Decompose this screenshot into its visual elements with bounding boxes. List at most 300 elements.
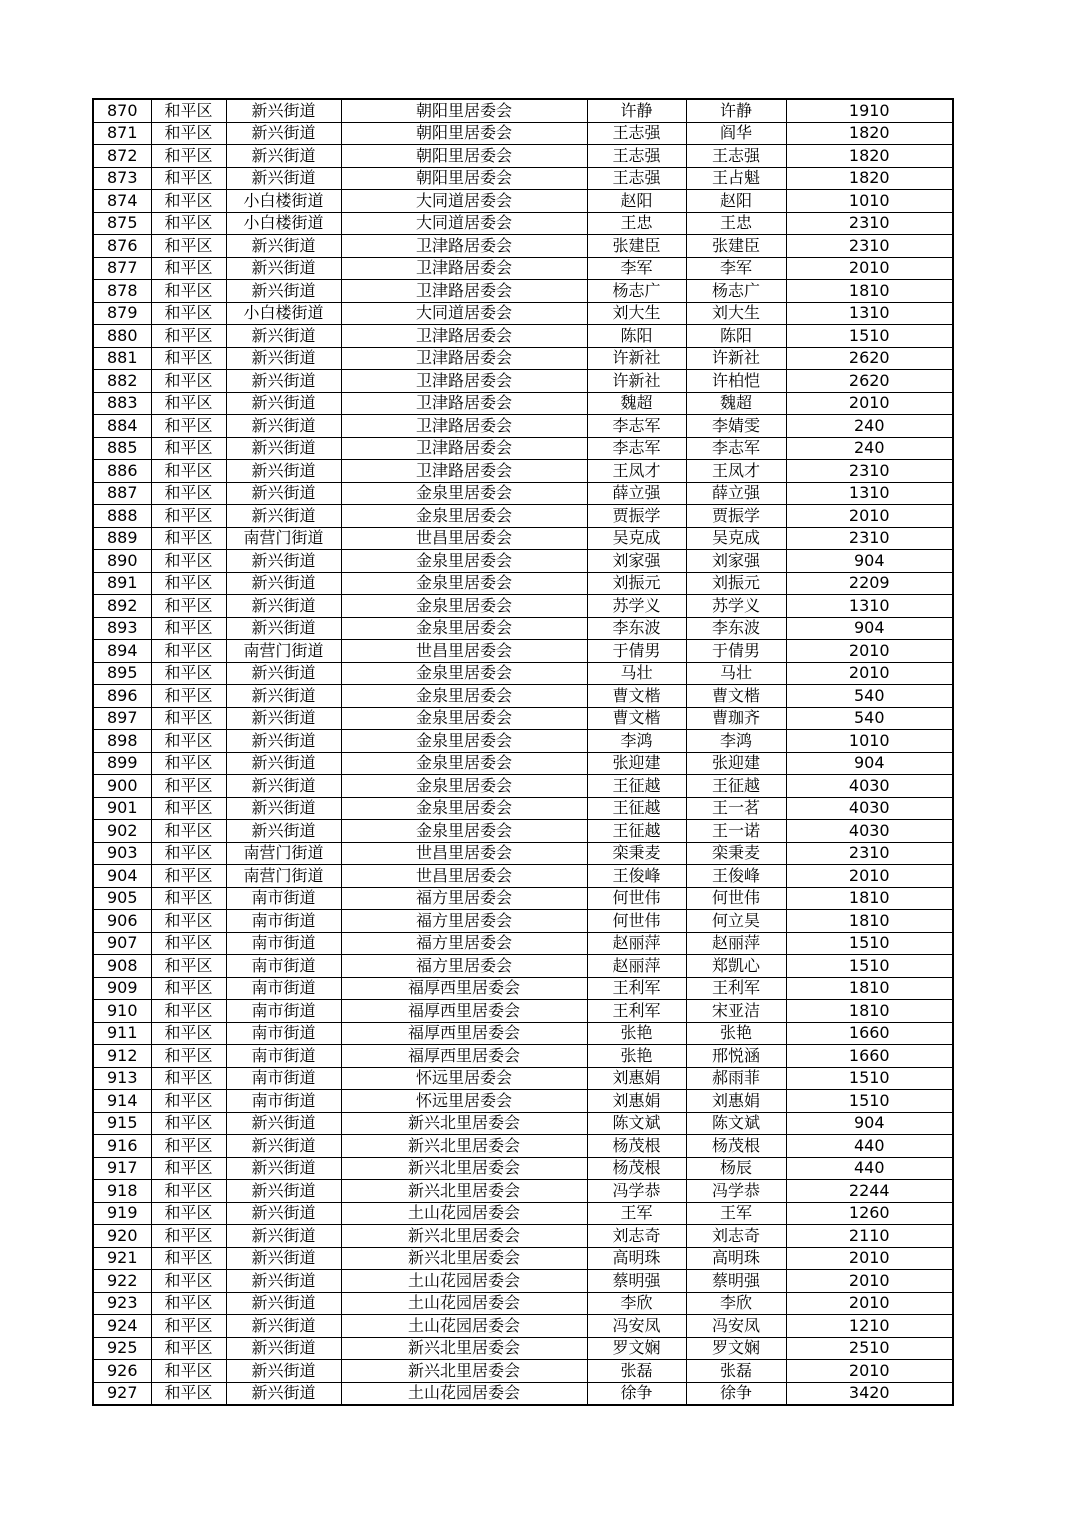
district-cell: 和平区	[151, 820, 226, 843]
committee-cell: 卫津路居委会	[341, 370, 587, 393]
row-number-cell: 877	[93, 257, 151, 280]
committee-cell: 福方里居委会	[341, 887, 587, 910]
applicant-cell: 何世伟	[587, 910, 686, 933]
amount-cell: 2010	[786, 1360, 953, 1383]
committee-cell: 大同道居委会	[341, 212, 587, 235]
row-number-cell: 888	[93, 505, 151, 528]
applicant-cell: 赵丽萍	[587, 932, 686, 955]
district-cell: 和平区	[151, 1180, 226, 1203]
table-row	[93, 1247, 953, 1270]
district-cell: 和平区	[151, 1360, 226, 1383]
district-cell: 和平区	[151, 99, 226, 122]
district-cell: 和平区	[151, 617, 226, 640]
member-cell: 王志强	[686, 145, 786, 168]
committee-cell: 金泉里居委会	[341, 482, 587, 505]
applicant-cell: 冯学恭	[587, 1180, 686, 1203]
district-cell: 和平区	[151, 977, 226, 1000]
row-number-cell: 885	[93, 437, 151, 460]
district-cell: 和平区	[151, 842, 226, 865]
district-cell: 和平区	[151, 145, 226, 168]
street-cell: 南市街道	[226, 1045, 341, 1068]
district-cell: 和平区	[151, 865, 226, 888]
committee-cell: 新兴北里居委会	[341, 1337, 587, 1360]
row-number-cell: 875	[93, 212, 151, 235]
street-cell: 小白楼街道	[226, 302, 341, 325]
row-number-cell: 891	[93, 572, 151, 595]
row-number-cell: 871	[93, 122, 151, 145]
committee-cell: 卫津路居委会	[341, 325, 587, 348]
member-cell: 王占魁	[686, 167, 786, 190]
applicant-cell: 李鸿	[587, 730, 686, 753]
street-cell: 新兴街道	[226, 460, 341, 483]
member-cell: 李鸿	[686, 730, 786, 753]
applicant-cell: 魏超	[587, 392, 686, 415]
committee-cell: 土山花园居委会	[341, 1202, 587, 1225]
member-cell: 杨茂根	[686, 1135, 786, 1158]
committee-cell: 金泉里居委会	[341, 820, 587, 843]
street-cell: 新兴街道	[226, 662, 341, 685]
committee-cell: 大同道居委会	[341, 190, 587, 213]
row-number-cell: 927	[93, 1382, 151, 1405]
district-cell: 和平区	[151, 122, 226, 145]
committee-cell: 卫津路居委会	[341, 257, 587, 280]
amount-cell: 1310	[786, 482, 953, 505]
street-cell: 新兴街道	[226, 685, 341, 708]
row-number-cell: 915	[93, 1112, 151, 1135]
district-cell: 和平区	[151, 707, 226, 730]
table-row	[93, 257, 953, 280]
row-number-cell: 904	[93, 865, 151, 888]
street-cell: 新兴街道	[226, 505, 341, 528]
amount-cell: 1820	[786, 122, 953, 145]
district-cell: 和平区	[151, 775, 226, 798]
table-row	[93, 460, 953, 483]
row-number-cell: 911	[93, 1022, 151, 1045]
row-number-cell: 912	[93, 1045, 151, 1068]
member-cell: 李军	[686, 257, 786, 280]
committee-cell: 卫津路居委会	[341, 460, 587, 483]
committee-cell: 金泉里居委会	[341, 572, 587, 595]
applicant-cell: 杨志广	[587, 280, 686, 303]
district-cell: 和平区	[151, 302, 226, 325]
row-number-cell: 886	[93, 460, 151, 483]
row-number-cell: 894	[93, 640, 151, 663]
table-row	[93, 505, 953, 528]
amount-cell: 1210	[786, 1315, 953, 1338]
amount-cell: 2010	[786, 1292, 953, 1315]
amount-cell: 2620	[786, 347, 953, 370]
table-row	[93, 865, 953, 888]
district-cell: 和平区	[151, 1337, 226, 1360]
street-cell: 南市街道	[226, 955, 341, 978]
member-cell: 贾振学	[686, 505, 786, 528]
applicant-cell: 李欣	[587, 1292, 686, 1315]
district-cell: 和平区	[151, 662, 226, 685]
table-row	[93, 617, 953, 640]
street-cell: 新兴街道	[226, 617, 341, 640]
street-cell: 新兴街道	[226, 257, 341, 280]
street-cell: 新兴街道	[226, 347, 341, 370]
applicant-cell: 赵丽萍	[587, 955, 686, 978]
table-row	[93, 392, 953, 415]
applicant-cell: 王志强	[587, 122, 686, 145]
amount-cell: 1310	[786, 302, 953, 325]
member-cell: 李欣	[686, 1292, 786, 1315]
district-cell: 和平区	[151, 167, 226, 190]
committee-cell: 金泉里居委会	[341, 505, 587, 528]
table-row	[93, 1022, 953, 1045]
applicant-cell: 徐争	[587, 1382, 686, 1405]
member-cell: 张艳	[686, 1022, 786, 1045]
member-cell: 赵丽萍	[686, 932, 786, 955]
applicant-cell: 王征越	[587, 820, 686, 843]
row-number-cell: 924	[93, 1315, 151, 1338]
table-row	[93, 1270, 953, 1293]
table-row	[93, 1292, 953, 1315]
district-cell: 和平区	[151, 1067, 226, 1090]
applicant-cell: 刘家强	[587, 550, 686, 573]
amount-cell: 1820	[786, 145, 953, 168]
amount-cell: 2010	[786, 640, 953, 663]
row-number-cell: 892	[93, 595, 151, 618]
amount-cell: 2310	[786, 527, 953, 550]
member-cell: 刘家强	[686, 550, 786, 573]
applicant-cell: 曹文楷	[587, 707, 686, 730]
table-row	[93, 550, 953, 573]
district-cell: 和平区	[151, 1157, 226, 1180]
street-cell: 南市街道	[226, 1067, 341, 1090]
committee-cell: 怀远里居委会	[341, 1067, 587, 1090]
member-cell: 冯安凤	[686, 1315, 786, 1338]
member-cell: 张建臣	[686, 235, 786, 258]
member-cell: 陈文斌	[686, 1112, 786, 1135]
amount-cell: 3420	[786, 1382, 953, 1405]
member-cell: 刘惠娟	[686, 1090, 786, 1113]
district-cell: 和平区	[151, 550, 226, 573]
committee-cell: 新兴北里居委会	[341, 1247, 587, 1270]
member-cell: 陈阳	[686, 325, 786, 348]
street-cell: 新兴街道	[226, 1135, 341, 1158]
street-cell: 新兴街道	[226, 99, 341, 122]
amount-cell: 540	[786, 685, 953, 708]
committee-cell: 怀远里居委会	[341, 1090, 587, 1113]
district-cell: 和平区	[151, 595, 226, 618]
district-cell: 和平区	[151, 325, 226, 348]
amount-cell: 440	[786, 1157, 953, 1180]
table-row	[93, 1360, 953, 1383]
member-cell: 张迎建	[686, 752, 786, 775]
member-cell: 王一茗	[686, 797, 786, 820]
street-cell: 新兴街道	[226, 1202, 341, 1225]
table-row	[93, 685, 953, 708]
applicant-cell: 张磊	[587, 1360, 686, 1383]
committee-cell: 朝阳里居委会	[341, 99, 587, 122]
row-number-cell: 923	[93, 1292, 151, 1315]
amount-cell: 2010	[786, 257, 953, 280]
amount-cell: 4030	[786, 797, 953, 820]
committee-cell: 世昌里居委会	[341, 865, 587, 888]
district-cell: 和平区	[151, 1382, 226, 1405]
member-cell: 罗文娴	[686, 1337, 786, 1360]
applicant-cell: 张艳	[587, 1045, 686, 1068]
applicant-cell: 王征越	[587, 775, 686, 798]
street-cell: 新兴街道	[226, 437, 341, 460]
member-cell: 吴克成	[686, 527, 786, 550]
committee-cell: 福厚西里居委会	[341, 1000, 587, 1023]
committee-cell: 金泉里居委会	[341, 662, 587, 685]
committee-cell: 土山花园居委会	[341, 1315, 587, 1338]
table-row	[93, 1045, 953, 1068]
street-cell: 南营门街道	[226, 842, 341, 865]
member-cell: 王一诺	[686, 820, 786, 843]
amount-cell: 1810	[786, 977, 953, 1000]
committee-cell: 金泉里居委会	[341, 685, 587, 708]
member-cell: 邢悦涵	[686, 1045, 786, 1068]
table-row	[93, 775, 953, 798]
applicant-cell: 王志强	[587, 167, 686, 190]
committee-cell: 福方里居委会	[341, 955, 587, 978]
row-number-cell: 901	[93, 797, 151, 820]
table-row	[93, 595, 953, 618]
street-cell: 新兴街道	[226, 1382, 341, 1405]
member-cell: 何世伟	[686, 887, 786, 910]
amount-cell: 2310	[786, 842, 953, 865]
committee-cell: 土山花园居委会	[341, 1292, 587, 1315]
amount-cell: 240	[786, 415, 953, 438]
row-number-cell: 902	[93, 820, 151, 843]
applicant-cell: 许新社	[587, 370, 686, 393]
applicant-cell: 李志军	[587, 415, 686, 438]
district-cell: 和平区	[151, 640, 226, 663]
applicant-cell: 贾振学	[587, 505, 686, 528]
committee-cell: 福厚西里居委会	[341, 1022, 587, 1045]
district-cell: 和平区	[151, 235, 226, 258]
amount-cell: 1810	[786, 280, 953, 303]
amount-cell: 4030	[786, 775, 953, 798]
row-number-cell: 880	[93, 325, 151, 348]
committee-cell: 卫津路居委会	[341, 392, 587, 415]
row-number-cell: 925	[93, 1337, 151, 1360]
row-number-cell: 926	[93, 1360, 151, 1383]
row-number-cell: 913	[93, 1067, 151, 1090]
row-number-cell: 895	[93, 662, 151, 685]
member-cell: 李婧雯	[686, 415, 786, 438]
applicant-cell: 赵阳	[587, 190, 686, 213]
amount-cell: 2310	[786, 460, 953, 483]
amount-cell: 1660	[786, 1022, 953, 1045]
street-cell: 新兴街道	[226, 820, 341, 843]
row-number-cell: 898	[93, 730, 151, 753]
member-cell: 刘振元	[686, 572, 786, 595]
row-number-cell: 870	[93, 99, 151, 122]
amount-cell: 2010	[786, 1247, 953, 1270]
applicant-cell: 陈阳	[587, 325, 686, 348]
committee-cell: 新兴北里居委会	[341, 1360, 587, 1383]
applicant-cell: 许静	[587, 99, 686, 122]
amount-cell: 240	[786, 437, 953, 460]
street-cell: 南市街道	[226, 977, 341, 1000]
table-row	[93, 1157, 953, 1180]
applicant-cell: 罗文娴	[587, 1337, 686, 1360]
applicant-cell: 李军	[587, 257, 686, 280]
committee-cell: 世昌里居委会	[341, 640, 587, 663]
applicant-cell: 高明珠	[587, 1247, 686, 1270]
committee-cell: 大同道居委会	[341, 302, 587, 325]
committee-cell: 福厚西里居委会	[341, 1045, 587, 1068]
row-number-cell: 897	[93, 707, 151, 730]
district-cell: 和平区	[151, 955, 226, 978]
committee-cell: 新兴北里居委会	[341, 1112, 587, 1135]
applicant-cell: 何世伟	[587, 887, 686, 910]
member-cell: 蔡明强	[686, 1270, 786, 1293]
row-number-cell: 881	[93, 347, 151, 370]
amount-cell: 1510	[786, 325, 953, 348]
street-cell: 新兴街道	[226, 1360, 341, 1383]
street-cell: 南营门街道	[226, 865, 341, 888]
row-number-cell: 920	[93, 1225, 151, 1248]
table-row	[93, 190, 953, 213]
street-cell: 新兴街道	[226, 1247, 341, 1270]
applicant-cell: 李东波	[587, 617, 686, 640]
committee-cell: 金泉里居委会	[341, 730, 587, 753]
member-cell: 魏超	[686, 392, 786, 415]
amount-cell: 2010	[786, 392, 953, 415]
table-row	[93, 1090, 953, 1113]
street-cell: 新兴街道	[226, 1270, 341, 1293]
member-cell: 曹文楷	[686, 685, 786, 708]
row-number-cell: 887	[93, 482, 151, 505]
row-number-cell: 896	[93, 685, 151, 708]
row-number-cell: 903	[93, 842, 151, 865]
district-cell: 和平区	[151, 1202, 226, 1225]
row-number-cell: 893	[93, 617, 151, 640]
district-cell: 和平区	[151, 505, 226, 528]
table-row	[93, 482, 953, 505]
committee-cell: 朝阳里居委会	[341, 122, 587, 145]
table-row	[93, 325, 953, 348]
street-cell: 新兴街道	[226, 797, 341, 820]
street-cell: 南市街道	[226, 910, 341, 933]
amount-cell: 2310	[786, 212, 953, 235]
district-cell: 和平区	[151, 1045, 226, 1068]
amount-cell: 2010	[786, 505, 953, 528]
committee-cell: 朝阳里居委会	[341, 145, 587, 168]
table-row	[93, 437, 953, 460]
district-cell: 和平区	[151, 482, 226, 505]
street-cell: 新兴街道	[226, 235, 341, 258]
committee-cell: 福厚西里居委会	[341, 977, 587, 1000]
committee-cell: 福方里居委会	[341, 932, 587, 955]
street-cell: 南市街道	[226, 1022, 341, 1045]
applicant-cell: 刘振元	[587, 572, 686, 595]
committee-cell: 福方里居委会	[341, 910, 587, 933]
committee-cell: 新兴北里居委会	[341, 1180, 587, 1203]
row-number-cell: 878	[93, 280, 151, 303]
amount-cell: 1660	[786, 1045, 953, 1068]
street-cell: 新兴街道	[226, 572, 341, 595]
street-cell: 新兴街道	[226, 167, 341, 190]
table-row	[93, 212, 953, 235]
table-row	[93, 955, 953, 978]
table-row	[93, 1315, 953, 1338]
district-cell: 和平区	[151, 392, 226, 415]
member-cell: 王凤才	[686, 460, 786, 483]
table-row	[93, 572, 953, 595]
member-cell: 杨辰	[686, 1157, 786, 1180]
district-cell: 和平区	[151, 1090, 226, 1113]
row-number-cell: 907	[93, 932, 151, 955]
member-cell: 郑凱心	[686, 955, 786, 978]
district-cell: 和平区	[151, 280, 226, 303]
amount-cell: 1010	[786, 190, 953, 213]
row-number-cell: 922	[93, 1270, 151, 1293]
member-cell: 阎华	[686, 122, 786, 145]
applicant-cell: 王凤才	[587, 460, 686, 483]
street-cell: 新兴街道	[226, 775, 341, 798]
row-number-cell: 916	[93, 1135, 151, 1158]
member-cell: 王军	[686, 1202, 786, 1225]
amount-cell: 2010	[786, 662, 953, 685]
row-number-cell: 906	[93, 910, 151, 933]
table-row	[93, 527, 953, 550]
street-cell: 南市街道	[226, 1090, 341, 1113]
committee-cell: 卫津路居委会	[341, 415, 587, 438]
district-cell: 和平区	[151, 437, 226, 460]
district-cell: 和平区	[151, 1022, 226, 1045]
district-cell: 和平区	[151, 1315, 226, 1338]
amount-cell: 1810	[786, 910, 953, 933]
table-row	[93, 640, 953, 663]
street-cell: 新兴街道	[226, 1180, 341, 1203]
district-cell: 和平区	[151, 1292, 226, 1315]
amount-cell: 1510	[786, 1090, 953, 1113]
table-row	[93, 302, 953, 325]
applicant-cell: 刘志奇	[587, 1225, 686, 1248]
member-cell: 栾秉麦	[686, 842, 786, 865]
street-cell: 新兴街道	[226, 595, 341, 618]
committee-cell: 卫津路居委会	[341, 280, 587, 303]
member-cell: 李志军	[686, 437, 786, 460]
amount-cell: 1820	[786, 167, 953, 190]
row-number-cell: 883	[93, 392, 151, 415]
street-cell: 南市街道	[226, 1000, 341, 1023]
district-cell: 和平区	[151, 1135, 226, 1158]
street-cell: 新兴街道	[226, 1292, 341, 1315]
member-cell: 徐争	[686, 1382, 786, 1405]
applicant-cell: 栾秉麦	[587, 842, 686, 865]
member-cell: 王征越	[686, 775, 786, 798]
applicant-cell: 刘大生	[587, 302, 686, 325]
street-cell: 新兴街道	[226, 280, 341, 303]
committee-cell: 金泉里居委会	[341, 595, 587, 618]
committee-cell: 金泉里居委会	[341, 550, 587, 573]
street-cell: 新兴街道	[226, 482, 341, 505]
applicant-cell: 杨茂根	[587, 1157, 686, 1180]
applicant-cell: 王军	[587, 1202, 686, 1225]
district-cell: 和平区	[151, 685, 226, 708]
member-cell: 马壮	[686, 662, 786, 685]
committee-cell: 卫津路居委会	[341, 347, 587, 370]
district-cell: 和平区	[151, 415, 226, 438]
amount-cell: 1510	[786, 932, 953, 955]
amount-cell: 440	[786, 1135, 953, 1158]
street-cell: 南营门街道	[226, 527, 341, 550]
member-cell: 宋亚洁	[686, 1000, 786, 1023]
applicant-cell: 张建臣	[587, 235, 686, 258]
table-row	[93, 1202, 953, 1225]
table-row	[93, 932, 953, 955]
amount-cell: 1260	[786, 1202, 953, 1225]
